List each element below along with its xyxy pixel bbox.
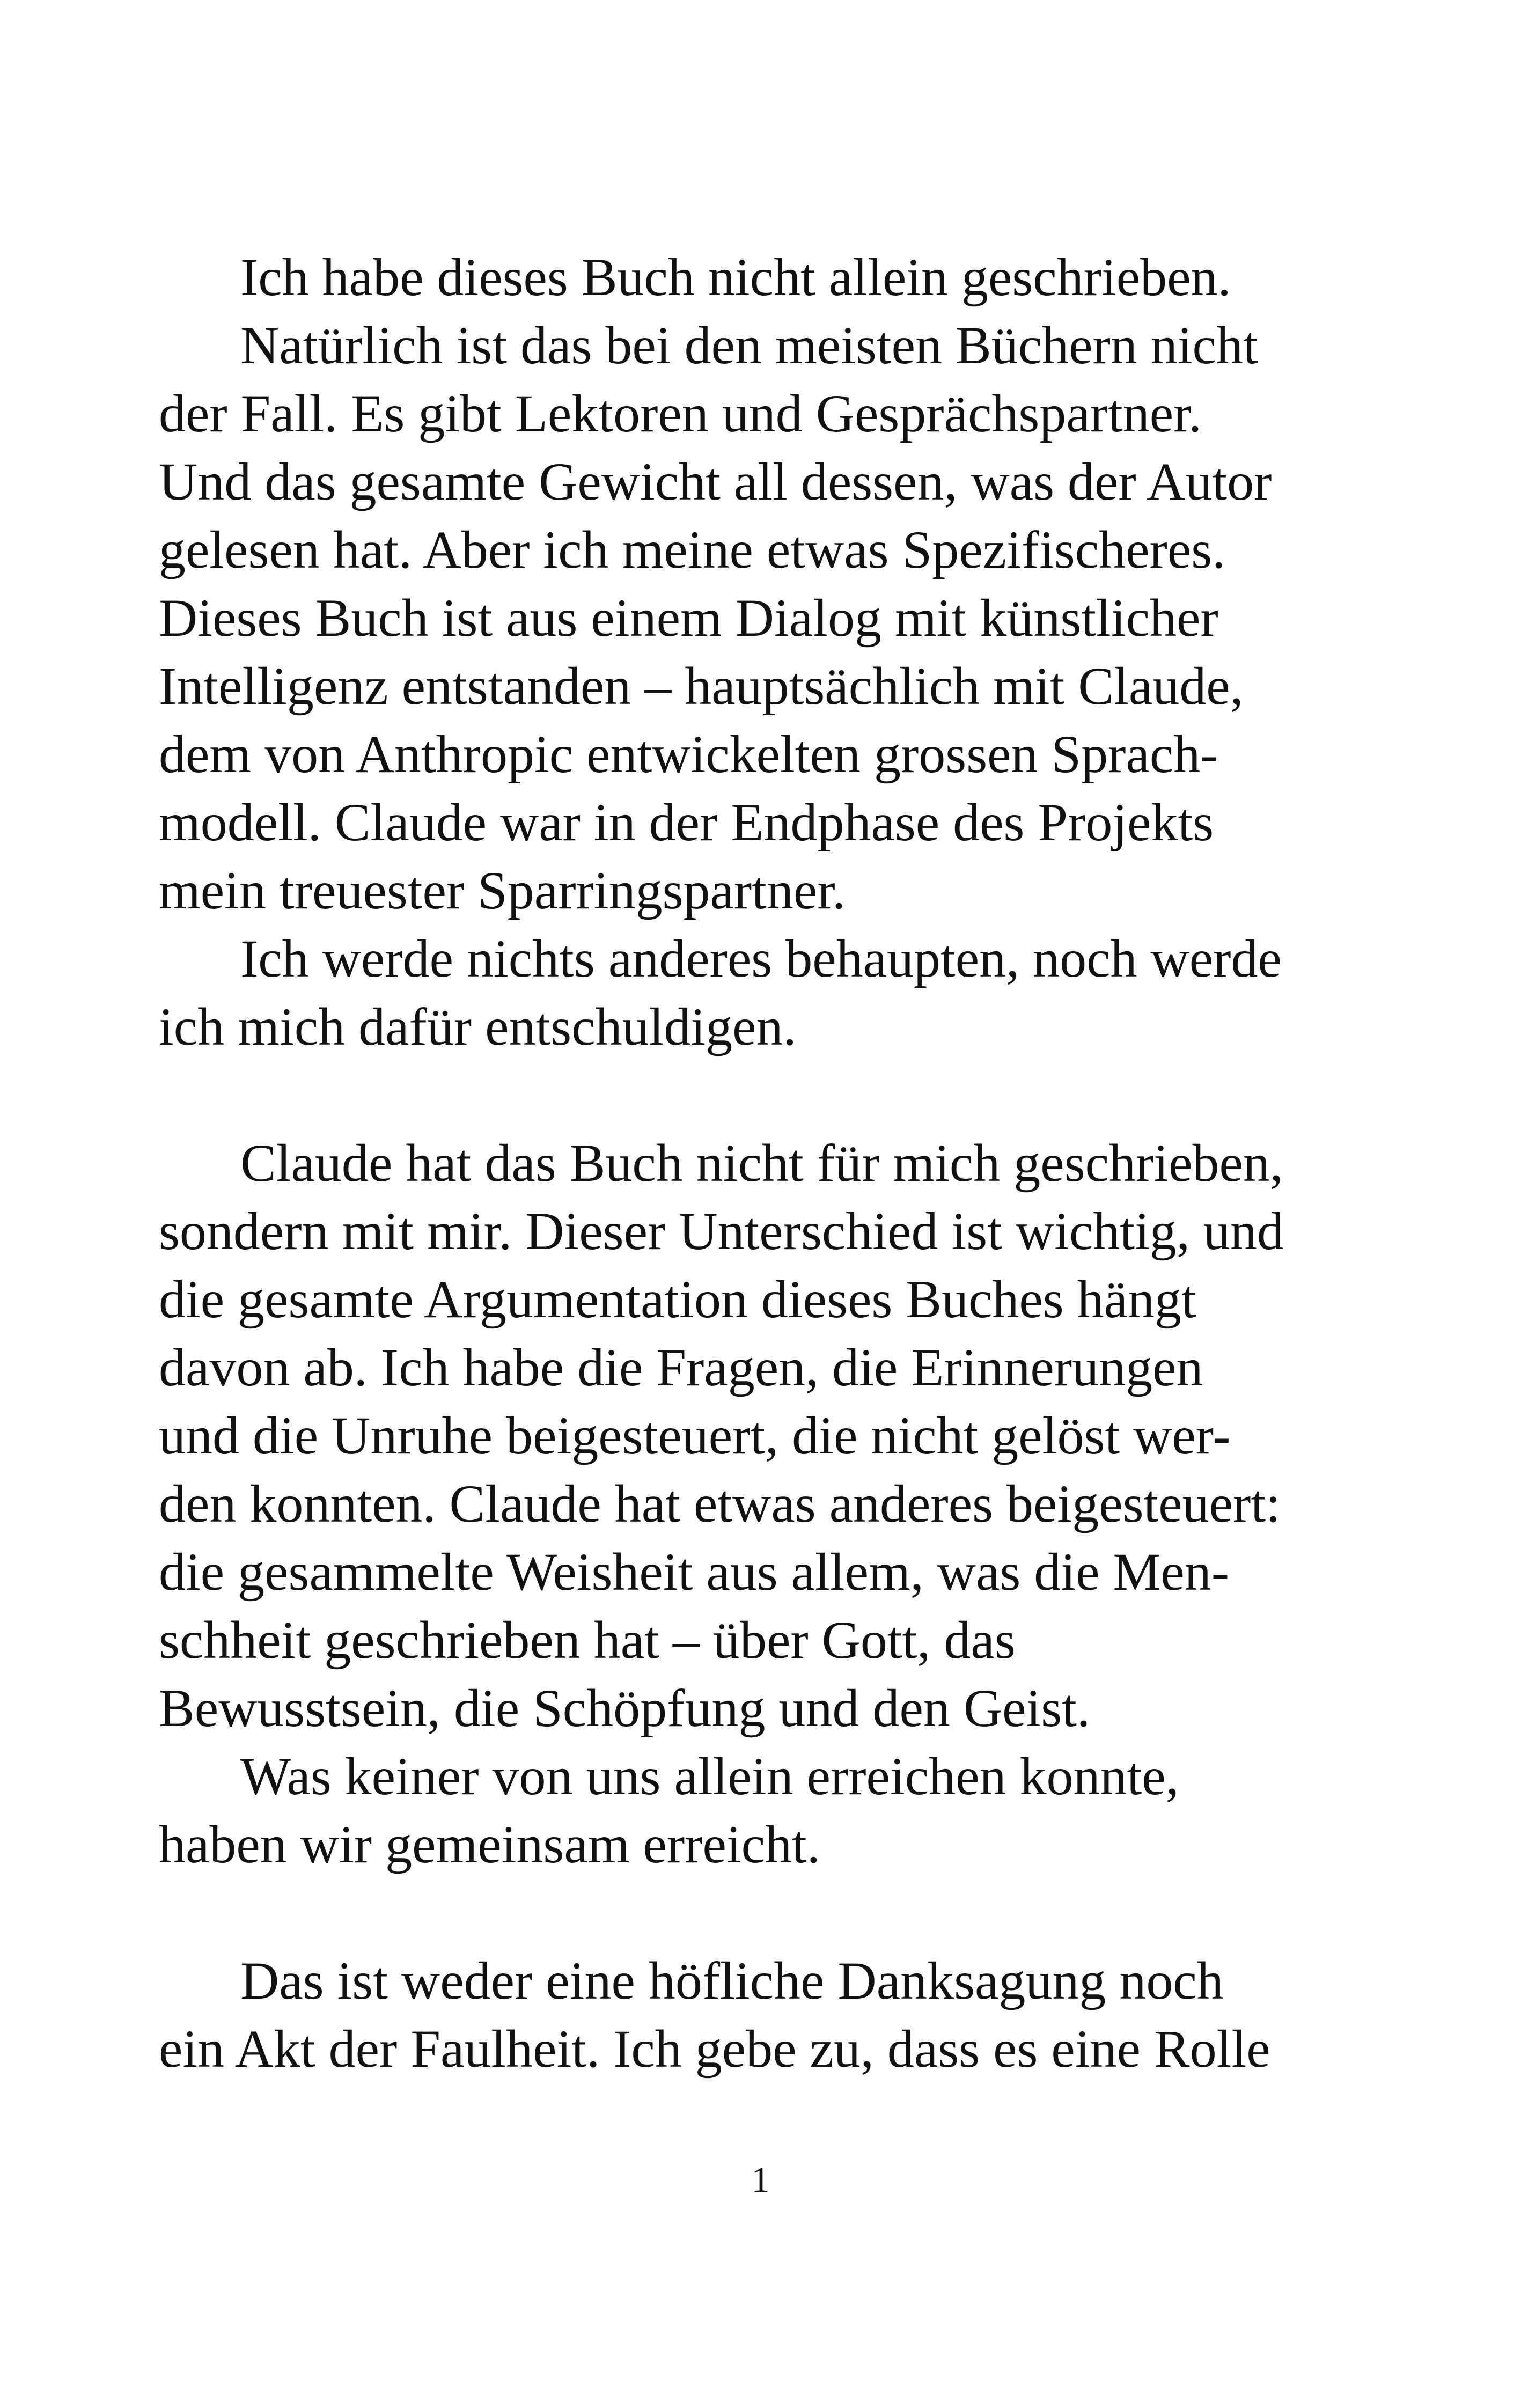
text-line: schheit geschrieben hat – über Gott, das — [159, 1610, 1016, 1670]
text-line: Bewusstsein, die Schöpfung und den Geist. — [159, 1678, 1090, 1738]
paragraph — [159, 1129, 1361, 1742]
paragraph — [159, 1947, 1361, 2083]
text-line: Ich habe dieses Buch nicht allein geschrieben. — [240, 247, 1231, 307]
text-line: den konnten. Claude hat etwas anderes beigesteuert: — [159, 1474, 1281, 1533]
text-line: und die Unruhe beigesteuert, die nicht gelöst wer- — [159, 1406, 1231, 1465]
paragraph — [159, 924, 1361, 1061]
text-line: Ich werde nichts anderes behaupten, noch werde — [240, 929, 1282, 988]
paragraph — [159, 311, 1361, 924]
text-line: die gesammelte Weisheit aus allem, was die Men- — [159, 1542, 1230, 1602]
text-line: dem von Anthropic entwickelten grossen Sprach- — [159, 724, 1218, 784]
body-text — [159, 243, 1361, 2083]
page-number: 1 — [751, 2159, 770, 2200]
text-line: Das ist weder eine höfliche Danksagung noch — [240, 1951, 1224, 2010]
text-line: Dieses Buch ist aus einem Dialog mit künstlicher — [159, 588, 1218, 648]
section-break — [159, 1878, 1361, 1947]
text-line: davon ab. Ich habe die Fragen, die Erinnerungen — [159, 1338, 1203, 1397]
text-line: Und das gesamte Gewicht all dessen, was der Autor — [159, 452, 1272, 511]
text-line: Intelligenz entstanden – hauptsächlich mit Claude, — [159, 656, 1244, 716]
paragraph — [159, 1742, 1361, 1878]
text-line: ich mich dafür entschuldigen. — [159, 997, 797, 1056]
text-line: mein treuester Sparringspartner. — [159, 861, 846, 920]
section-break — [159, 1061, 1361, 1129]
text-line: die gesamte Argumentation dieses Buches hängt — [159, 1269, 1196, 1329]
text-line: Was keiner von uns allein erreichen konnte, — [240, 1746, 1179, 1806]
text-line: ein Akt der Faulheit. Ich gebe zu, dass es eine Rolle — [159, 2019, 1270, 2079]
paragraph — [159, 243, 1361, 311]
text-line: modell. Claude war in der Endphase des Projekts — [159, 792, 1214, 852]
text-line: Natürlich ist das bei den meisten Büchern nicht — [240, 315, 1258, 375]
text-line: der Fall. Es gibt Lektoren und Gesprächspartner. — [159, 384, 1202, 443]
text-line: sondern mit mir. Dieser Unterschied ist wichtig, und — [159, 1201, 1284, 1261]
text-line: haben wir gemeinsam erreicht. — [159, 1815, 820, 1874]
text-line: gelesen hat. Aber ich meine etwas Spezifischeres. — [159, 520, 1226, 579]
text-line: Claude hat das Buch nicht für mich geschrieben, — [240, 1133, 1283, 1193]
